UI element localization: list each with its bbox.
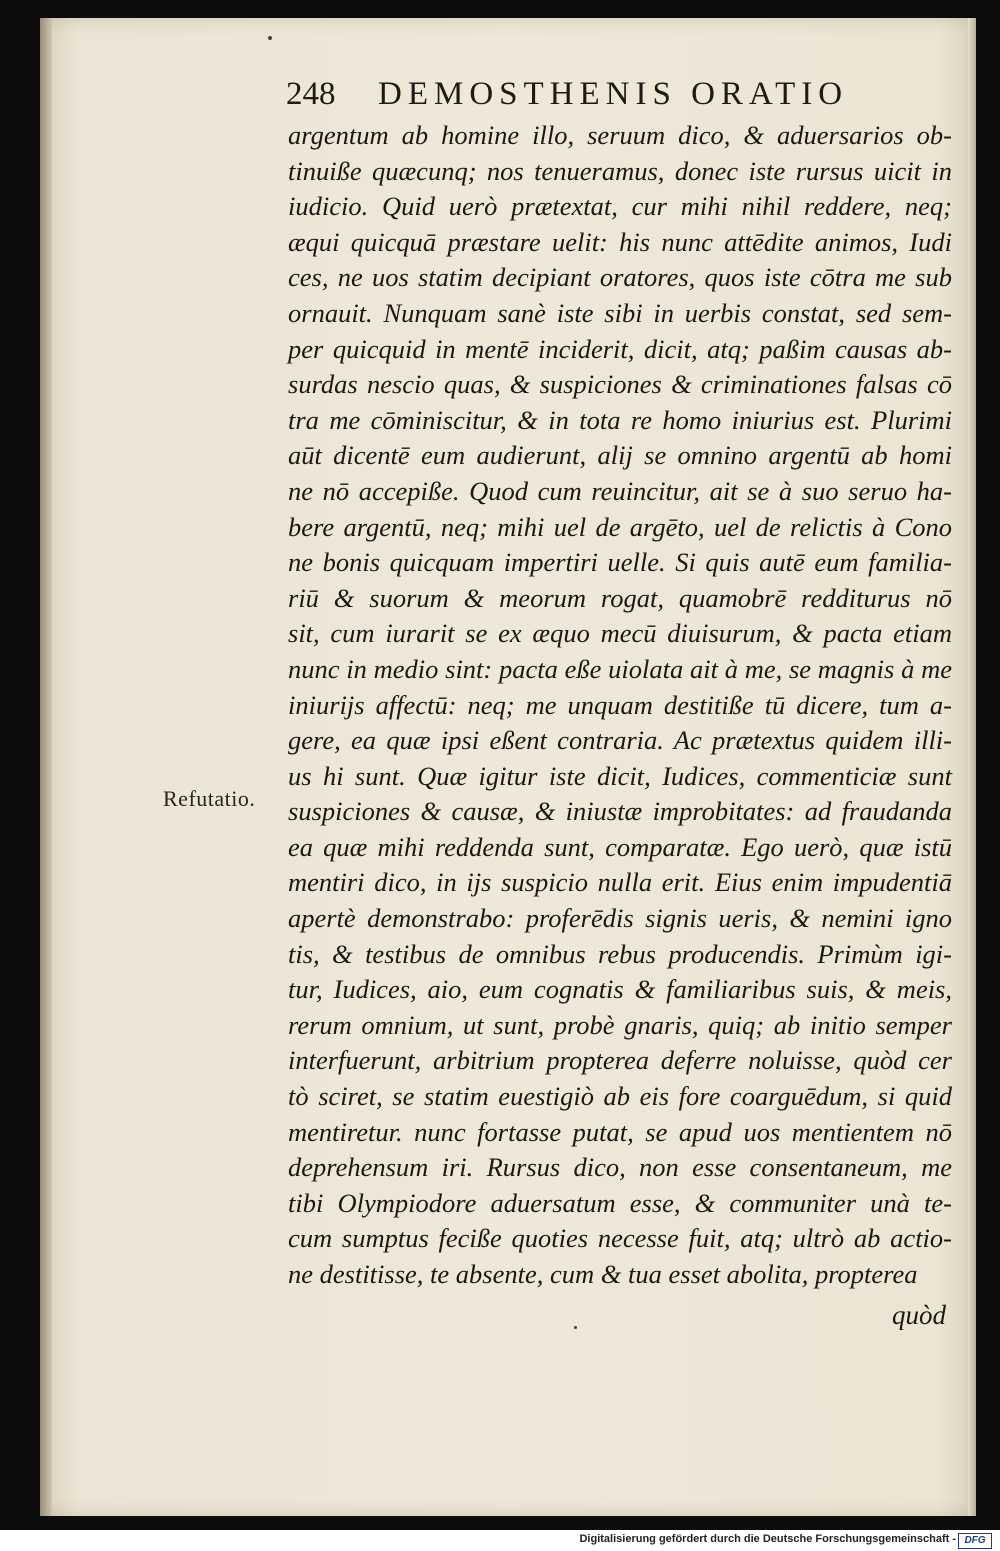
text-line: ne nō accepiße. Quod cum reuincitur, ait se à suo seruo ha- xyxy=(288,475,952,506)
page-number: 248 xyxy=(286,76,336,112)
text-line: iudicio. Quid uerò prætextat, cur mihi nihil reddere, neq; xyxy=(288,191,952,222)
text-line: ne bonis quicquam impertiri uelle. Si quis autē eum familia- xyxy=(288,547,952,578)
running-title: DEMOSTHENIS ORATIO xyxy=(378,76,849,112)
text-line: ne destitisse, te absente, cum & tua esset abolita, propterea xyxy=(288,1259,918,1289)
page-gutter xyxy=(40,18,52,1516)
page-edge xyxy=(968,18,976,1516)
text-line: ornauit. Nunquam sanè iste sibi in uerbis constat, sed sem- xyxy=(288,297,952,328)
text-line: suspiciones & causæ, & iniustæ improbitates: ad fraudanda xyxy=(288,796,952,827)
text-line: surdas nescio quas, & suspiciones & criminationes falsas cō xyxy=(288,369,952,400)
text-line: rerum omnium, ut sunt, probè gnaris, quiq; ab initio semper xyxy=(288,1009,952,1040)
text-line: ces, ne uos statim decipiant oratores, quos iste cōtra me sub xyxy=(288,262,952,293)
funding-notice: Digitalisierung gefördert durch die Deutsche Forschungsgemeinschaft - xyxy=(579,1533,956,1545)
dfg-logo: DFG xyxy=(958,1533,992,1549)
text-line: deprehensum iri. Rursus dico, non esse consentaneum, me xyxy=(288,1152,952,1183)
text-line: sit, cum iurarit se ex æquo mecū diuisurum, & pacta etiam xyxy=(288,618,952,649)
text-line: argentum ab homine illo, seruum dico, & aduersarios ob- xyxy=(288,120,952,150)
footer-bar xyxy=(0,1530,1000,1551)
text-line: interfuerunt, arbitrium propterea deferre noluisse, quòd cer xyxy=(288,1045,952,1076)
text-line: aūt dicentē eum audierunt, alij se omnino argentū ab homi xyxy=(288,440,952,471)
text-line: æqui quicquā præstare uelit: his nunc attēdite animos, Iudi xyxy=(288,226,952,257)
text-line: riū & suorum & meorum rogat, quamobrē redditurus nō xyxy=(288,582,952,613)
text-line: tis, & testibus de omnibus rebus producendis. Primùm igi- xyxy=(288,938,952,969)
text-line: bere argentū, neq; mihi uel de argēto, uel de relictis à Cono xyxy=(288,511,952,542)
paper-speck xyxy=(268,36,272,40)
paper-speck xyxy=(574,1326,577,1329)
body-text xyxy=(288,118,952,1293)
text-line: apertè demonstrabo: proferēdis signis ueris, & nemini igno xyxy=(288,903,952,934)
text-line: tra me cōminiscitur, & in tota re homo iniurius est. Plurimi xyxy=(288,404,952,435)
text-line: tibi Olympiodore aduersatum esse, & communiter unà te- xyxy=(288,1187,952,1218)
text-line: ea quæ mihi reddenda sunt, comparatæ. Ego uerò, quæ istū xyxy=(288,831,952,862)
catchword: quòd xyxy=(892,1300,946,1330)
text-line: tinuiße quæcunq; nos tenueramus, donec iste rursus uicit in xyxy=(288,155,952,186)
marginal-note: Refutatio. xyxy=(163,786,256,811)
text-line: mentiri dico, in ijs suspicio nulla erit. Eius enim impudentiā xyxy=(288,867,952,898)
text-line: gere, ea quæ ipsi eßent contraria. Ac prætextus quidem illi- xyxy=(288,725,952,756)
text-line: nunc in medio sint: pacta eße uiolata ait à me, se magnis à me xyxy=(288,653,952,684)
text-line: us hi sunt. Quæ igitur iste dicit, Iudices, commenticiæ sunt xyxy=(288,760,952,791)
text-line: cum sumptus feciße quoties necesse fuit, atq; ultrò ab actio- xyxy=(288,1223,952,1254)
text-line: mentiretur. nunc fortasse putat, se apud uos mentientem nō xyxy=(288,1116,952,1147)
text-line: per quicquid in mentē inciderit, dicit, atq; paßim causas ab- xyxy=(288,333,952,364)
text-line: tò sciret, se statim euestigiò ab eis fore coarguēdum, si quid xyxy=(288,1081,952,1112)
running-head xyxy=(286,76,906,113)
text-line: tur, Iudices, aio, eum cognatis & familiaribus suis, & meis, xyxy=(288,974,952,1005)
text-line: iniurijs affectū: neq; me unquam destitiße tū dicere, tum a- xyxy=(288,689,952,720)
